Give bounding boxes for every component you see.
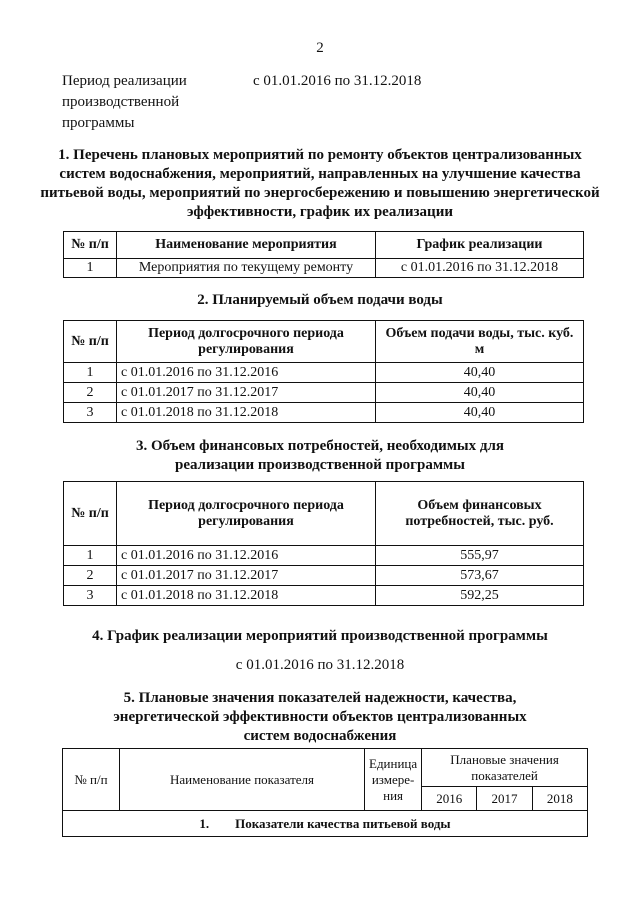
table-header-row: [64, 482, 584, 546]
col-year-2018: 2018: [532, 787, 587, 811]
table-row: [64, 259, 584, 278]
cell-period: с 01.01.2018 по 31.12.2018: [117, 403, 376, 423]
col-year-2017: 2017: [477, 787, 532, 811]
cell-volume: 40,40: [376, 363, 584, 383]
table-header-row: [64, 232, 584, 259]
cell-name: Мероприятия по текущему ремонту: [117, 259, 376, 278]
section1-table: [63, 231, 584, 278]
cell-finance: 592,25: [376, 586, 584, 606]
period-value: с 01.01.2016 по 31.12.2018: [253, 73, 422, 89]
subsection-num: 1.: [199, 815, 210, 831]
subsection-title: Показатели качества питьевой воды: [235, 815, 451, 831]
cell-num: 3: [64, 586, 117, 606]
cell-num: 2: [64, 566, 117, 586]
table-header-row: [64, 321, 584, 363]
cell-num: 3: [64, 403, 117, 423]
cell-period: с 01.01.2018 по 31.12.2018: [117, 586, 376, 606]
section5-table: [62, 748, 588, 837]
col-num-header: № п/п: [64, 232, 117, 259]
table-header-row: [63, 749, 588, 787]
cell-period: с 01.01.2016 по 31.12.2016: [117, 363, 376, 383]
cell-num: 2: [64, 383, 117, 403]
period-label: Период реализации производственной программы: [62, 73, 187, 131]
cell-period: с 01.01.2017 по 31.12.2017: [117, 383, 376, 403]
table-row: [63, 811, 588, 837]
cell-volume: 40,40: [376, 383, 584, 403]
subsection-row: [63, 811, 588, 837]
col-num-header: № п/п: [64, 321, 117, 363]
col-plan-header: Плановые значения показателей: [422, 749, 588, 787]
section2-title: 2. Планируемый объем подачи воды: [197, 292, 443, 308]
section5-title: 5. Плановые значения показателей надежности, качества, энергетической эффективности объектов централизованных систем водоснабжения: [113, 690, 527, 744]
cell-num: 1: [64, 546, 117, 566]
col-unit-header: Единица измере-ния: [365, 749, 422, 811]
col-name-header: Наименование мероприятия: [117, 232, 376, 259]
table-row: [64, 363, 584, 383]
section1-title: 1. Перечень плановых мероприятий по ремонту объектов централизованных систем водоснабжения, мероприятий, направленных на улучшение качества питьевой воды, мероприятий по энергосбережению и повышению энергетической эффективности, график их реализации: [40, 147, 600, 220]
col-num-header: № п/п: [64, 482, 117, 546]
cell-num: 1: [64, 363, 117, 383]
section4-period: с 01.01.2016 по 31.12.2018: [235, 657, 405, 673]
table-row: [64, 403, 584, 423]
col-period-header: Период долгосрочного периода регулирования: [117, 482, 376, 546]
col-year-2016: 2016: [422, 787, 477, 811]
cell-period: с 01.01.2017 по 31.12.2017: [117, 566, 376, 586]
col-period-header: Период долгосрочного периода регулирования: [117, 321, 376, 363]
section3-title: 3. Объем финансовых потребностей, необходимых для реализации производственной программы: [135, 438, 505, 473]
col-name-header: Наименование показателя: [120, 749, 365, 811]
cell-period: с 01.01.2016 по 31.12.2016: [117, 546, 376, 566]
page-number: 2: [316, 40, 324, 56]
cell-schedule: с 01.01.2016 по 31.12.2018: [376, 259, 584, 278]
col-volume-header: Объем подачи воды, тыс. куб. м: [376, 321, 584, 363]
section4-title: 4. График реализации мероприятий производственной программы: [92, 628, 548, 644]
cell-num: 1: [64, 259, 117, 278]
cell-volume: 40,40: [376, 403, 584, 423]
section2-table: [63, 320, 584, 423]
cell-finance: 555,97: [376, 546, 584, 566]
table-row: [64, 383, 584, 403]
col-finance-header: Объем финансовых потребностей, тыс. руб.: [376, 482, 584, 546]
section3-table: [63, 481, 584, 606]
table-row: [64, 566, 584, 586]
col-num-header: № п/п: [63, 749, 120, 811]
table-row: [64, 586, 584, 606]
table-row: [64, 546, 584, 566]
cell-finance: 573,67: [376, 566, 584, 586]
col-schedule-header: График реализации: [376, 232, 584, 259]
